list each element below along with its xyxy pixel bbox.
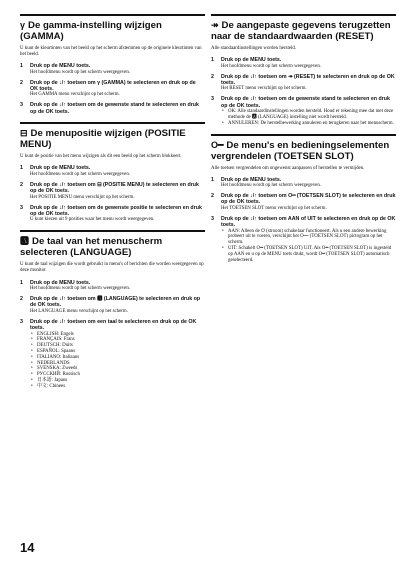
section-title: γ De gamma-instelling wijzigen (GAMMA) [20, 20, 162, 42]
key-lock-section [211, 134, 396, 264]
section-title: O━ De menu's en bedieningselementen vergrendelen (TOETSEN SLOT) [211, 139, 390, 162]
reset-icon: ↠ [211, 20, 219, 30]
step-item: 3 Druk op de ↓/↑ toetsen om de gewenste stand te selecteren en druk op de OK toets. • OK: Alle standaardinstellingen worden hersteld. Houd er rekening mee dat met deze methode de 🅰 (LANGUAGE) instelling niet wordt hersteld. • ANNULEREN: De herstelbewerking annuleren en terugkeren naar het menuscherm. [211, 96, 396, 126]
key-icon: O━ [211, 139, 224, 150]
option-list [221, 109, 396, 126]
section-title: ⊟ De menupositie wijzigen (POSITIE MENU) [20, 128, 186, 151]
list-item: • 日本語: Japans [37, 378, 205, 384]
section-rule [211, 134, 396, 136]
gamma-icon: γ [20, 20, 26, 30]
list-item: • ANNULEREN: De herstelbewerking annuleren en terugkeren naar het menuscherm. [228, 121, 396, 127]
list-item: • РУССКИЙ: Russisch [37, 372, 205, 378]
language-icon: 🅰 [20, 236, 30, 247]
step-item: 3 Druk op de ↓/↑ toetsen om de gewenste stand te selecteren en druk op de OK toets. [20, 102, 199, 115]
option-list [221, 229, 396, 264]
step-item: 2 Druk op de ↓/↑ toetsen om O━ (TOETSEN SLOT) te selecteren en druk op de OK toets. Het TOETSEN SLOT menu verschijnt op het scherm. [211, 193, 396, 211]
step-item: 2 Druk op de ↓/↑ toetsen om ↠ (RESET) te selecteren en druk op de OK toets. Het RESET menu verschijnt op het scherm. [211, 73, 395, 92]
list-item: • ESPAÑOL: Spaans [37, 349, 205, 355]
section-intro: U kunt de taal wijzigen die wordt gebruikt in menu's of berichten die worden weergegeven op deze monitor. [20, 262, 204, 274]
list-item: • SVENSKA: Zweeds [37, 366, 205, 372]
list-item: • ITALIANO: Italiaans [37, 355, 205, 361]
menu-position-section [20, 122, 205, 223]
section-intro: Alle standaardinstellingen worden hersteld. [211, 46, 297, 51]
step-item: 3 Druk op de ↓/↑ toetsen om een taal te selecteren en druk op de OK toets. • ENGLISH: Engels • FRANÇAIS: Frans • DEUTSCH: Duits • ESPAÑOL: Spaans • ITALIANO: Italiaans • NEDERLANDS • SVENSKA: Zweeds • РУССКИЙ: Russisch • 日本語: Japans • 中文: Chinees [20, 319, 205, 390]
right-column [211, 14, 396, 270]
list-item: • DEUTSCH: Duits [37, 343, 205, 349]
list-item: • ENGLISH: Engels [37, 332, 205, 338]
step-item: 1 Druk op de MENU toets. Het hoofdmenu wordt op het scherm weergegeven. [20, 63, 130, 75]
list-item: • AAN: Alleen de ⏻ (stroom) schakelaar functioneert. Als u een andere bewerking probeert uit te voeren, verschijnt het O━ (TOETSEN SLOT) pictogram op het scherm. [228, 229, 396, 246]
section-title: ↠ De aangepaste gegevens terugzetten naar de standaardwaarden (RESET) [211, 20, 391, 42]
language-list [30, 332, 205, 390]
reset-section [211, 14, 396, 127]
list-item: • 中文: Chinees [37, 384, 205, 390]
section-rule [20, 230, 205, 232]
step-item: 1 Druk op de MENU toets. Het hoofdmenu wordt op het scherm weergegeven. [20, 279, 130, 291]
gamma-section [20, 14, 205, 115]
step-item: 2 Druk op de ↓/↑ toetsen om ⊟ (POSITIE MENU) te selecteren en druk op de OK toets. Het POSITIE MENU menu verschijnt op het scherm. [20, 181, 199, 200]
step-item: 3 Druk op de ↓/↑ toetsen om AAN of UIT te selecteren en druk op de OK toets. • AAN: Alleen de ⏻ (stroom) schakelaar functioneert. Als u een andere bewerking probeert uit te voeren, verschijnt het O━ (TOETSEN SLOT) pictogram op het scherm. • UIT: Schakelt O━ (TOETSEN SLOT) UIT. Als O━ (TOETSEN SLOT) is ingesteld op AAN en u op de MENU toets drukt, wordt O━ (TOETSEN SLOT) automatisch geselecteerd. [211, 216, 396, 264]
list-item: • UIT: Schakelt O━ (TOETSEN SLOT) UIT. Als O━ (TOETSEN SLOT) is ingesteld op AAN en u op de MENU toets drukt, wordt O━ (TOETSEN SLOT) automatisch geselecteerd. [228, 246, 396, 263]
step-item: 1 Druk op de MENU toets. Het hoofdmenu wordt op het scherm weergegeven. [211, 57, 321, 69]
language-section [20, 230, 205, 389]
step-item: 2 Druk op de ↓/↑ toetsen om 🅰 (LANGUAGE) te selecteren en druk op de OK toets. Het LANGUAGE menu verschijnt op het scherm. [20, 295, 201, 314]
list-item: • OK: Alle standaardinstellingen worden hersteld. Houd er rekening mee dat met deze methode de 🅰 (LANGUAGE) instelling niet wordt hersteld. [228, 109, 396, 121]
page-number: 14 [20, 540, 35, 555]
left-column [20, 14, 205, 397]
section-intro: U kunt de positie van het menu wijzigen als dit een beeld op het scherm blokkeert. [20, 154, 182, 160]
section-intro: U kunt de kleurtinten van het beeld op het scherm afstemmen op de originele kleurtinten van het beeld. [20, 46, 202, 58]
list-item: • NEDERLANDS [37, 361, 205, 367]
section-title: 🅰 De taal van het menuscherm selecteren (LANGUAGE) [20, 236, 163, 259]
step-item: 3 Druk op de ↓/↑ toetsen om de gewenste positie te selecteren en druk op de OK toets. U kunt kiezen uit 9 posities waar het menu wordt weergegeven. [20, 204, 202, 223]
section-intro: Alle toetsen vergrendelen om ongewenst aanpassen of herstellen te vermijden. [211, 165, 365, 171]
section-rule [20, 122, 205, 124]
step-item: 1 Druk op de MENU toets. Het hoofdmenu wordt op het scherm weergegeven. [20, 165, 130, 177]
menu-position-icon: ⊟ [20, 128, 28, 139]
section-rule [211, 14, 396, 16]
step-item: 2 Druk op de ↓/↑ toetsen om γ (GAMMA) te selecteren en druk op de OK toets. Het GAMMA menu verschijnt op het scherm. [20, 79, 196, 98]
step-item: 1 Druk op de MENU toets. Het hoofdmenu wordt op het scherm weergegeven. [211, 176, 321, 189]
list-item: • FRANÇAIS: Frans [37, 337, 205, 343]
section-rule [20, 14, 205, 16]
